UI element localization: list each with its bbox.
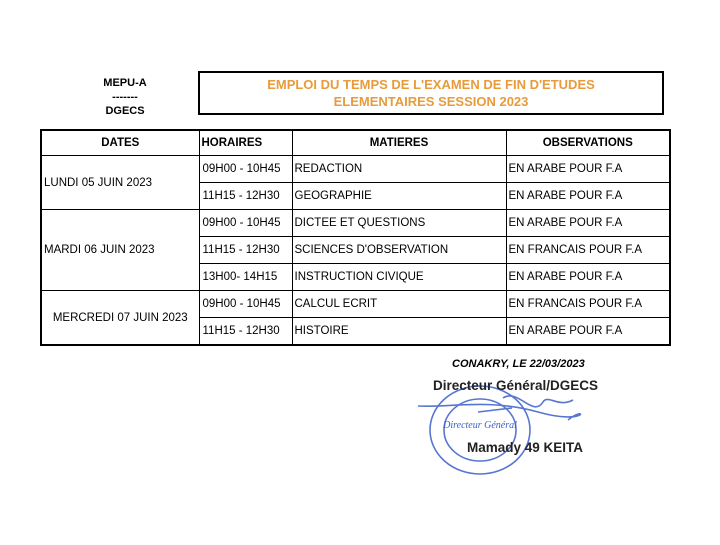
subject-cell: INSTRUCTION CIVIQUE <box>292 264 506 291</box>
official-stamp <box>408 378 648 478</box>
time-cell: 09H00 - 10H45 <box>199 291 292 318</box>
observation-cell: EN ARABE POUR F.A <box>506 210 670 237</box>
observation-cell: EN ARABE POUR F.A <box>506 156 670 183</box>
department-name: DGECS <box>105 105 145 117</box>
stamp-center-text: Directeur Général <box>443 420 517 431</box>
column-header-matieres: MATIERES <box>292 130 506 156</box>
time-cell: 13H00- 14H15 <box>199 264 292 291</box>
document-title-line1: EMPLOI DU TEMPS DE L'EXAMEN DE FIN D'ETUDES <box>267 77 595 92</box>
observation-cell: EN ARABE POUR F.A <box>506 318 670 346</box>
time-cell: 11H15 - 12H30 <box>199 183 292 210</box>
date-cell: MERCREDI 07 JUIN 2023 <box>41 291 199 346</box>
subject-cell: REDACTION <box>292 156 506 183</box>
date-cell: MARDI 06 JUIN 2023 <box>41 210 199 291</box>
director-name: Mamady 49 KEITA <box>467 440 584 455</box>
table-row <box>41 291 670 318</box>
observation-cell: EN ARABE POUR F.A <box>506 183 670 210</box>
observation-cell: EN FRANCAIS POUR F.A <box>506 291 670 318</box>
column-header-horaires: HORAIRES <box>199 130 292 156</box>
table-header-row <box>41 130 670 156</box>
time-cell: 09H00 - 10H45 <box>199 210 292 237</box>
director-title: Directeur Général/DGECS <box>433 378 599 393</box>
subject-cell: HISTOIRE <box>292 318 506 346</box>
document-title-line2: ELEMENTAIRES SESSION 2023 <box>333 94 529 109</box>
org-separator: ------- <box>112 91 138 103</box>
organization-block <box>70 76 180 118</box>
ministry-name: MEPU-A <box>103 77 147 89</box>
signature-scribble-1 <box>418 404 580 420</box>
time-cell: 09H00 - 10H45 <box>199 156 292 183</box>
place-and-date: CONAKRY, LE 22/03/2023 <box>452 358 585 370</box>
subject-cell: CALCUL ECRIT <box>292 291 506 318</box>
observation-cell: EN FRANCAIS POUR F.A <box>506 237 670 264</box>
observation-cell: EN ARABE POUR F.A <box>506 264 670 291</box>
date-cell: LUNDI 05 JUIN 2023 <box>41 156 199 210</box>
subject-cell: DICTEE ET QUESTIONS <box>292 210 506 237</box>
document-title-box <box>198 71 664 115</box>
table-row <box>41 210 670 237</box>
subject-cell: SCIENCES D'OBSERVATION <box>292 237 506 264</box>
column-header-observations: OBSERVATIONS <box>506 130 670 156</box>
column-header-dates: DATES <box>41 130 199 156</box>
time-cell: 11H15 - 12H30 <box>199 237 292 264</box>
table-row <box>41 156 670 183</box>
subject-cell: GEOGRAPHIE <box>292 183 506 210</box>
time-cell: 11H15 - 12H30 <box>199 318 292 346</box>
exam-schedule-table <box>40 129 671 346</box>
